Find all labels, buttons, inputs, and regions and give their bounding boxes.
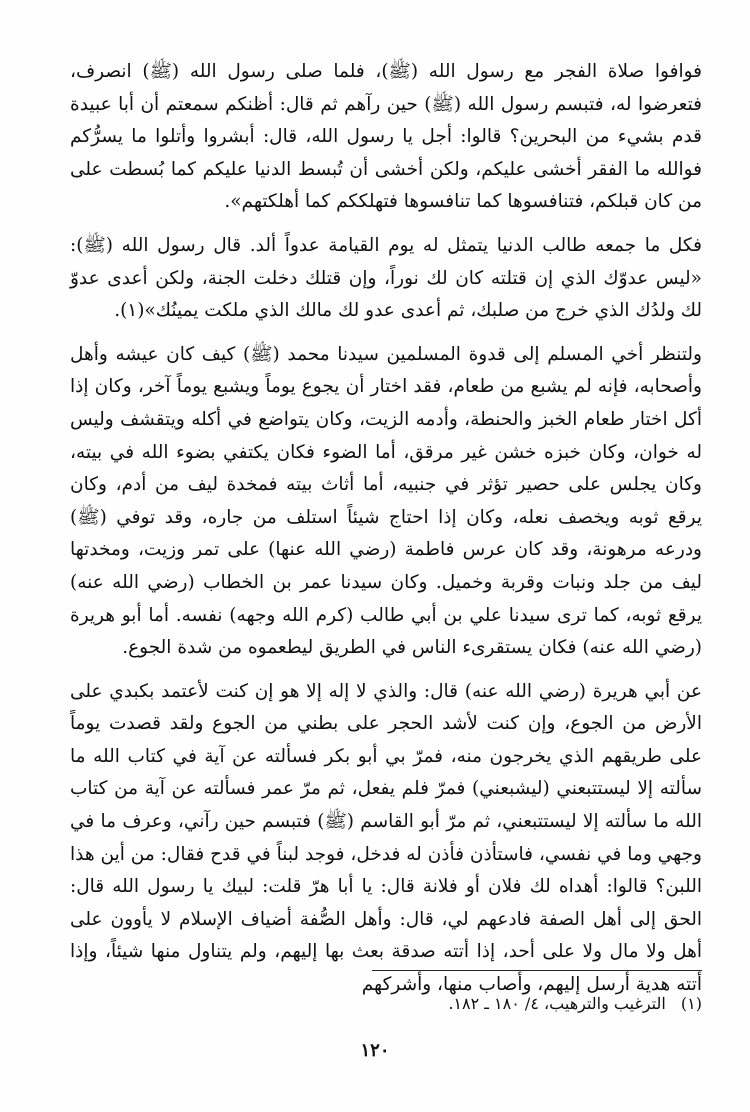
- paragraph-3: ولتنظر أخي المسلم إلى قدوة المسلمين سيدنا محمد (ﷺ) كيف كان عيشه وأهل وأصحابه، فإنه لم يشبع من طعام، فقد اختار أن يجوع يوماً ويشبع يوماً آخر، وكان إذا أكل اختار طعام الخبز والحنطة، وأدمه الزيت، وكان يتواضع في أكله ويتقشف وليس له خوان، وكان خبزه خشن غير مرقق، أما الضوء فكان يكتفي بضوء الله في بيته، وكان يجلس على حصير تؤثر في جنبيه، أما أثاث بيته فمخدة ليف من أدم، وكان يرقع ثوبه ويخصف نعله، وكان إذا احتاج شيئاً استلف من جاره، وقد توفي (ﷺ) ودرعه مرهونة، وقد كان عرس فاطمة (رضي الله عنها) على تمر وزيت، ومخدتها ليف من جلد ونبات وقربة وخميل. وكان سيدنا عمر بن الخطاب (رضي الله عنه) يرقع ثوبه، كما ترى سيدنا علي بن أبي طالب (كرم الله وجهه) نفسه. أما أبو هريرة (رضي الله عنه) فكان يستقرىء الناس في الطريق ليطعموه من شدة الجوع.: [70, 343, 702, 659]
- paragraph-2: فكل ما جمعه طالب الدنيا يتمثل له يوم القيامة عدواً ألد. قال رسول الله (ﷺ): «ليس عدوّك الذي إن قتلته كان لك نوراً، وإن قتلك دخلت الجنة، ولكن أعدى عدوّ لك ولدُك الذي خرج من صلبك، ثم أعدى عدو لك مالك الذي ملكت يمينُك»(١).: [70, 234, 702, 322]
- page-number: ١٢٠: [360, 1040, 390, 1061]
- body-text: [70, 56, 702, 1002]
- footnote-text: الترغيب والترهيب، ٤/ ١٨٠ ـ ١٨٢.: [448, 994, 666, 1013]
- footnote-divider: [372, 970, 702, 971]
- paragraph-1: فوافوا صلاة الفجر مع رسول الله (ﷺ)، فلما صلى رسول الله (ﷺ) انصرف، فتعرضوا له، فتبسم رسول الله (ﷺ) حين رآهم ثم قال: أظنكم سمعتم أن أبا عبيدة قدم بشيء من البحرين؟ قالوا: أجل يا رسول الله، قال: أبشروا وأتلوا ما يسرُّكم فوالله ما الفقر أخشى عليكم، ولكن أخشى أن تُبسط الدنيا عليكم كما بُسطت على من كان قبلكم، فتنافسوها كما تنافسوها فتهلككم كما أهلكتهم».: [70, 61, 702, 213]
- paragraph-4: عن أبي هريرة (رضي الله عنه) قال: والذي لا إله إلا هو إن كنت لأعتمد بكبدي على الأرض من الجوع، وإن كنت لأشد الحجر على بطني من الجوع ولقد قصدت يوماً على طريقهم الذي يخرجون منه، فمرّ بي أبو بكر فسألته عن آية في كتاب الله ما سألته إلا ليستتبعني (ليشبعني) فمرّ فلم يفعل، ثم مرّ عمر فسألته عن آية من كتاب الله ما سألته إلا ليستتبعني، ثم مرّ أبو القاسم (ﷺ) فتبسم حين رآني، وعرف ما في وجهي وما في نفسي، فاستأذن فأذن له فدخل، فوجد لبناً في قدح فقال: من أين هذا اللبن؟ قالوا: أهداه لك فلان أو فلانة قال: يا أبا هرّ قلت: لبيك يا رسول الله قال: الحق إلى أهل الصفة فادعهم لي، قال: وأهل الصُّفة أضياف الإسلام لا يأوون على أهل ولا مال ولا على أحد، إذا أتته صدقة بعث بها إليهم، ولم يتناول منها شيئاً، وإذا أتته هدية أرسل إليهم، وأصاب منها، وأشركهم: [70, 680, 702, 996]
- footnote: [70, 992, 702, 1016]
- footnote-marker: (١): [680, 994, 702, 1013]
